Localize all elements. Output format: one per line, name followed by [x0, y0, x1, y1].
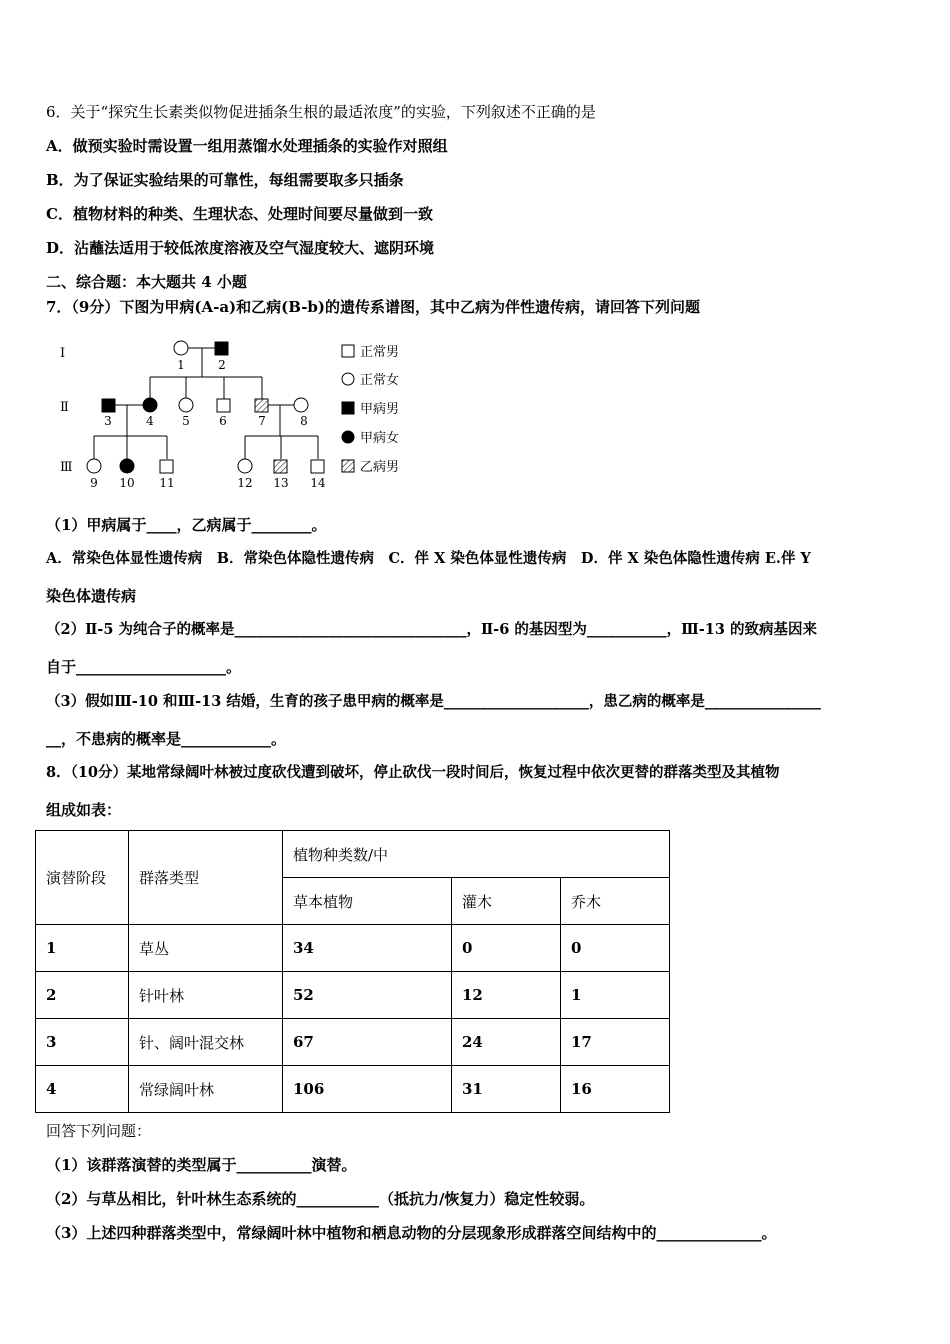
- q8-stem-cont: 组成如表：: [46, 801, 122, 819]
- q8-stem: 8．（10分）某地常绿阔叶林被过度砍伐遭到破坏，停止砍伐一段时间后，恢复过程中依次更替的群落类型及其植物: [46, 764, 780, 781]
- member-number: 5: [182, 414, 190, 428]
- cell-tree: 1: [561, 972, 670, 1019]
- person-3-a-male: [102, 399, 115, 412]
- person-10-a-female: [120, 459, 134, 473]
- header-species-count: 植物种类数/中: [283, 831, 670, 878]
- member-number: 8: [300, 414, 308, 428]
- header-shrub: 灌木: [452, 878, 561, 925]
- person-11-normal-male: [160, 460, 173, 473]
- table-row: [36, 925, 670, 972]
- legend-a-male: 甲病男: [360, 402, 400, 417]
- member-number: 13: [273, 476, 289, 490]
- cell-shrub: 31: [452, 1066, 561, 1113]
- q7-sub1-options-cont: 染色体遗传病: [46, 587, 137, 605]
- header-stage: 演替阶段: [36, 831, 129, 925]
- member-number: 10: [119, 476, 135, 490]
- cell-stage: 2: [36, 972, 129, 1019]
- q8-sub3: （3）上述四种群落类型中，常绿阔叶林中植物和栖息动物的分层现象形成群落空间结构中的______________。: [46, 1224, 777, 1242]
- cell-type: 针、阔叶混交林: [129, 1019, 283, 1066]
- cell-tree: 0: [561, 925, 670, 972]
- cell-stage: 4: [36, 1066, 129, 1113]
- q6-option-a: A．做预实验时需设置一组用蒸馏水处理插条的实验作对照组: [46, 137, 448, 155]
- cell-herb: 67: [283, 1019, 452, 1066]
- legend-a-male-icon: [342, 402, 354, 414]
- cell-tree: 16: [561, 1066, 670, 1113]
- member-number: 4: [146, 414, 154, 428]
- q7-sub1: （1）甲病属于____，乙病属于________。: [46, 516, 327, 534]
- person-6-normal-male: [217, 399, 230, 412]
- cell-stage: 3: [36, 1019, 129, 1066]
- q8-answer-intro: 回答下列问题：: [46, 1122, 152, 1140]
- member-number: 12: [237, 476, 253, 490]
- gen-label-1: Ⅰ: [60, 346, 66, 361]
- header-herb: 草本植物: [283, 878, 452, 925]
- person-9-normal-female: [87, 459, 101, 473]
- legend-normal-female: 正常女: [360, 373, 400, 388]
- q7-sub2-cont: 自于____________________。: [46, 658, 242, 676]
- member-number: 2: [218, 358, 226, 372]
- table-row: [36, 1066, 670, 1113]
- cell-shrub: 12: [452, 972, 561, 1019]
- cell-herb: 106: [283, 1066, 452, 1113]
- q6-stem: 6．关于“探究生长素类似物促进插条生根的最适浓度”的实验，下列叙述不正确的是: [46, 103, 596, 121]
- q7-sub3-cont: __，不患病的概率是____________。: [46, 730, 287, 748]
- legend-b-male-icon: [342, 460, 354, 472]
- person-4-a-female: [143, 398, 157, 412]
- cell-type: 针叶林: [129, 972, 283, 1019]
- header-tree: 乔木: [561, 878, 670, 925]
- cell-type: 常绿阔叶林: [129, 1066, 283, 1113]
- q8-sub2: （2）与草丛相比，针叶林生态系统的___________（抵抗力/恢复力）稳定性较弱。: [46, 1190, 595, 1208]
- legend-normal-male-icon: [342, 345, 354, 357]
- q6-option-c: C．植物材料的种类、生理状态、处理时间要尽量做到一致: [46, 205, 433, 223]
- person-2-a-male: [215, 342, 228, 355]
- legend-b-male: 乙病男: [360, 460, 400, 475]
- q6-option-b: B．为了保证实验结果的可靠性，每组需要取多只插条: [46, 171, 404, 189]
- cell-tree: 17: [561, 1019, 670, 1066]
- member-number: 6: [219, 414, 227, 428]
- person-14-normal-male: [311, 460, 324, 473]
- gen-label-2: Ⅱ: [60, 400, 69, 415]
- person-13-b-male: [274, 460, 287, 473]
- person-1-normal-female: [174, 341, 188, 355]
- cell-shrub: 24: [452, 1019, 561, 1066]
- q8-sub1: （1）该群落演替的类型属于__________演替。: [46, 1156, 357, 1174]
- legend-normal-female-icon: [342, 373, 354, 385]
- q7-sub3: （3）假如Ⅲ-10 和Ⅲ-13 结婚，生育的孩子患甲病的概率是____________________，患乙病的概率是________________: [46, 693, 821, 710]
- person-5-normal-female: [179, 398, 193, 412]
- legend-normal-male: 正常男: [360, 345, 400, 360]
- cell-type: 草丛: [129, 925, 283, 972]
- q6-option-d: D．沾蘸法适用于较低浓度溶液及空气湿度较大、遮阴环境: [46, 239, 435, 257]
- member-number: 11: [159, 476, 175, 490]
- person-8-normal-female: [294, 398, 308, 412]
- person-12-normal-female: [238, 459, 252, 473]
- pedigree-chart: [50, 335, 420, 495]
- table-row: [36, 1019, 670, 1066]
- q7-sub2: （2）Ⅱ-5 为纯合子的概率是________________________________，Ⅱ-6 的基因型为___________，Ⅲ-13 的致病基因来: [46, 621, 817, 638]
- person-7-b-male: [255, 399, 268, 412]
- cell-stage: 1: [36, 925, 129, 972]
- header-community-type: 群落类型: [129, 831, 283, 925]
- member-number: 9: [90, 476, 98, 490]
- q7-sub1-options: A．常染色体显性遗传病 B．常染色体隐性遗传病 C．伴 X 染色体显性遗传病 D．伴 X 染色体隐性遗传病 E.伴 Y: [46, 550, 811, 567]
- table-row: [36, 972, 670, 1019]
- cell-herb: 52: [283, 972, 452, 1019]
- member-number: 7: [258, 414, 266, 428]
- q7-stem: 7．（9分）下图为甲病(A-a)和乙病(B-b)的遗传系谱图，其中乙病为伴性遗传病，请回答下列问题: [46, 298, 701, 316]
- gen-label-3: Ⅲ: [60, 460, 73, 475]
- member-number: 3: [104, 414, 112, 428]
- legend-a-female: 甲病女: [360, 431, 400, 446]
- member-number: 1: [177, 358, 185, 372]
- section-2-heading: 二、综合题：本大题共 4 小题: [46, 273, 247, 291]
- cell-shrub: 0: [452, 925, 561, 972]
- cell-herb: 34: [283, 925, 452, 972]
- member-number: 14: [310, 476, 326, 490]
- legend-a-female-icon: [342, 431, 354, 443]
- succession-table: [35, 830, 670, 1113]
